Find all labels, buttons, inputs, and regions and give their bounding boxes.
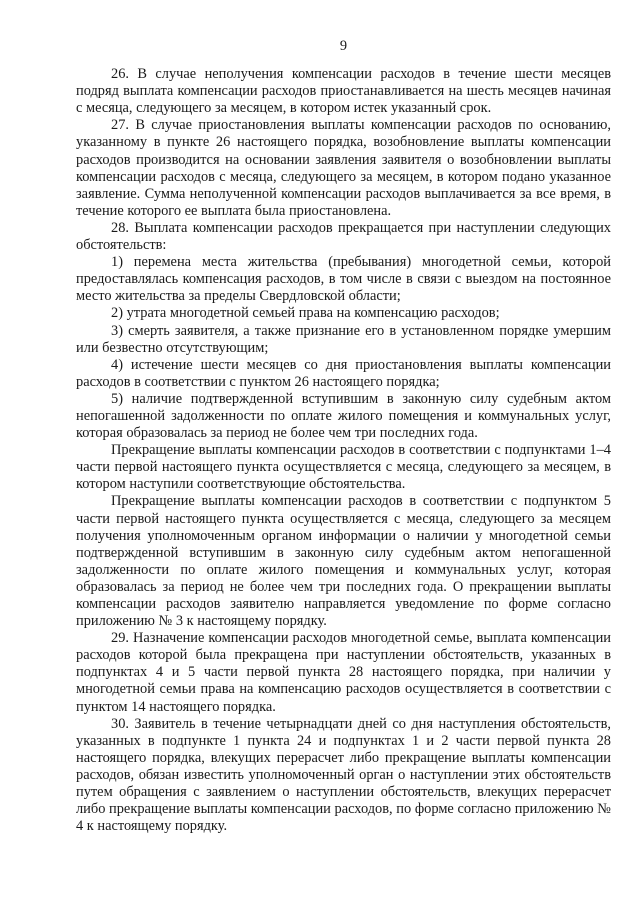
document-page [76, 38, 611, 835]
paragraph-28-item-3: 3) смерть заявителя, а также признание его в установленном порядке умершим или безвестно отсутствующим; [76, 322, 611, 356]
paragraph-28: 28. Выплата компенсации расходов прекращается при наступлении следующих обстоятельств: [76, 219, 611, 254]
paragraph-28-termination-1: Прекращение выплаты компенсации расходов в соответствии с подпунктами 1–4 части первой настоящего пункта осуществляется с месяца, следующего за месяцем, в котором наступили соответствующие обстоятельства. [76, 442, 611, 493]
paragraph-28-item-4: 4) истечение шести месяцев со дня приостановления выплаты компенсации расходов в соответствии с пунктом 26 настоящего порядка; [76, 356, 611, 390]
paragraph-28-item-5: 5) наличие подтвержденной вступившим в законную силу судебным актом непогашенной задолженности по оплате жилого помещения и коммунальных услуг, которая образовалась за период не более чем три последних года. [76, 390, 611, 442]
paragraph-29: 29. Назначение компенсации расходов многодетной семье, выплата компенсации расходов которой была прекращена при наступлении обстоятельств, указанных в подпунктах 4 и 5 части первой пункта 28 настоящего порядка, при наличии у многодетной семьи права на компенсацию расходов осуществляется в соответствии с пунктом 14 настоящего порядка. [76, 630, 611, 715]
paragraph-28-termination-2: Прекращение выплаты компенсации расходов в соответствии с подпунктом 5 части первой настоящего пункта осуществляется с месяца, следующего за месяцем получения уполномоченным органом информации о наличии у многодетной семьи подтвержденной вступившим в законную силу судебным актом непогашенной задолженности по оплате жилого помещения и коммунальных услуг, которая образовалась за период не более чем три последних года. О прекращении выплаты компенсации расходов заявителю направляется уведомление по форме согласно приложению № 3 к настоящему порядку. [76, 493, 611, 630]
paragraph-28-item-1: 1) перемена места жительства (пребывания) многодетной семьи, которой предоставлялась компенсация расходов, в том числе в связи с выездом на постоянное место жительства за пределы Свердловской области; [76, 254, 611, 305]
paragraph-28-item-2: 2) утрата многодетной семьей права на компенсацию расходов; [111, 305, 500, 322]
paragraph-27: 27. В случае приостановления выплаты компенсации расходов по основанию, указанному в пункте 26 настоящего порядка, возобновление выплаты компенсации расходов производится на основании заявления заявителя о возобновлении выплаты компенсации расходов с месяца, следующего за месяцем, в котором подано указанное заявление. Сумма неполученной компенсации расходов выплачивается за все время, в течение которого ее выплата была приостановлена. [76, 117, 611, 219]
page-number: 9 [339, 38, 348, 54]
paragraph-30: 30. Заявитель в течение четырнадцати дней со дня наступления обстоятельств, указанных в подпункте 1 пункта 24 и подпунктах 1 и 2 части первой пункта 28 настоящего порядка, влекущих перерасчет либо прекращение выплаты компенсации расходов, обязан известить уполномоченный орган о наступлении этих обстоятельств путем обращения с заявлением о наступлении обстоятельств, влекущих перерасчет либо прекращение выплаты компенсации расходов, по форме согласно приложению № 4 к настоящему порядку. [76, 715, 611, 835]
paragraph-26: 26. В случае неполучения компенсации расходов в течение шести месяцев подряд выплата компенсации расходов приостанавливается на шесть месяцев начиная с месяца, следующего за месяцем, в котором истек указанный срок. [76, 66, 611, 117]
